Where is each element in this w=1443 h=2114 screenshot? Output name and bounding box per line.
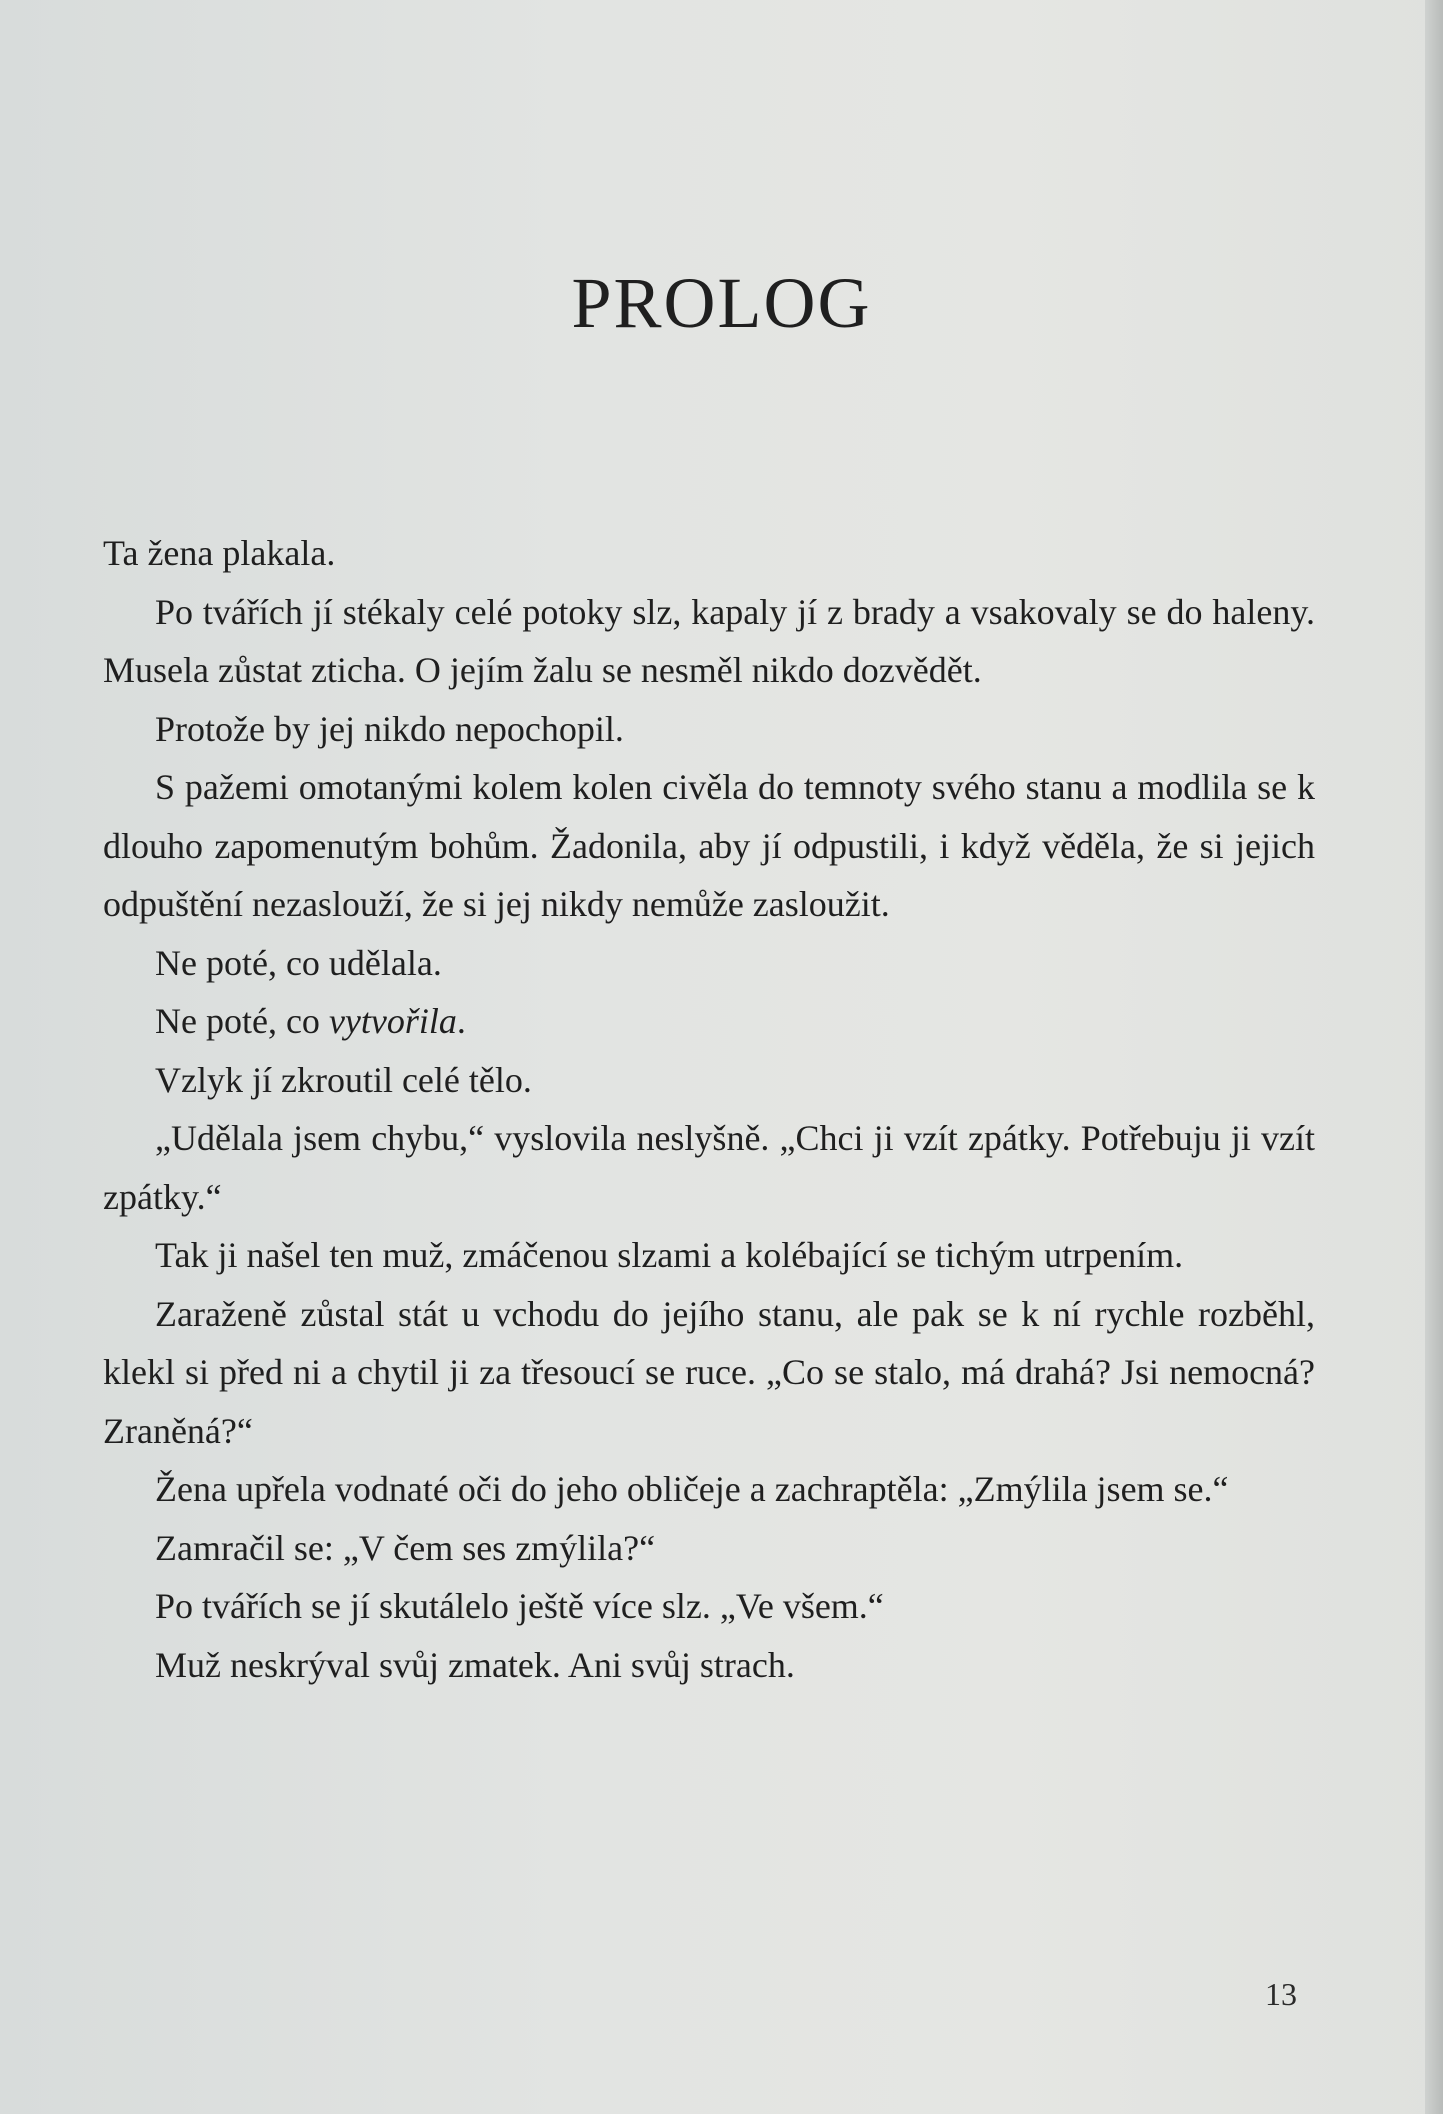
- paragraph-5: Ne poté, co udělala.: [155, 942, 442, 983]
- chapter-text: [103, 524, 1315, 1694]
- page-number: 13: [1265, 1976, 1297, 2012]
- paragraph-6-italic: vytvořila: [328, 1001, 457, 1041]
- paragraph-2: Po tvářích jí stékaly celé potoky slz, kapaly jí z brady a vsakovaly se do haleny. Musela zůstat zticha. O jejím žalu se nesměl nikdo dozvědět.: [103, 591, 1315, 690]
- paragraph-8: „Udělala jsem chybu,“ vyslovila neslyšně. „Chci ji vzít zpátky. Potřebuju ji vzít zpátky.“: [103, 1118, 1315, 1217]
- paragraph-13: Po tvářích se jí skutálelo ještě více slz. „Ve všem.“: [155, 1586, 884, 1626]
- paragraph-1: Ta žena plakala.: [103, 533, 336, 573]
- paragraph-6-suffix: .: [456, 1001, 466, 1041]
- paragraph-12: Zamračil se: „V čem ses zmýlila?“: [155, 1527, 656, 1568]
- paragraph-11: Žena upřela vodnaté oči do jeho obličeje a zachraptěla: „Zmýlila jsem se.“: [155, 1469, 1229, 1509]
- paragraph-6-prefix: Ne poté, co: [155, 1001, 329, 1041]
- paragraph-9: Tak ji našel ten muž, zmáčenou slzami a kolébající se tichým utrpením.: [155, 1235, 1184, 1275]
- paragraph-3: Protože by jej nikdo nepochopil.: [155, 708, 624, 749]
- paragraph-14: Muž neskrýval svůj zmatek. Ani svůj strach.: [155, 1644, 795, 1685]
- paragraph-4: S pažemi omotanými kolem kolen civěla do temnoty svého stanu a modlila se k dlouho zapomenutým bohům. Žadonila, aby jí odpustili, i když věděla, že si jejich odpuštění nezaslouží, že si jej nikdy nemůže zasloužit.: [103, 767, 1315, 924]
- paragraph-7: Vzlyk jí zkroutil celé tělo.: [155, 1059, 532, 1100]
- chapter-title: PROLOG: [571, 263, 872, 343]
- paragraph-10: Zaraženě zůstal stát u vchodu do jejího stanu, ale pak se k ní rychle rozběhl, klekl si před ni a chytil ji za třesoucí se ruce. „Co se stalo, má drahá? Jsi nemocná? Zraněná?“: [103, 1293, 1315, 1451]
- paragraph-6: [103, 992, 1315, 1051]
